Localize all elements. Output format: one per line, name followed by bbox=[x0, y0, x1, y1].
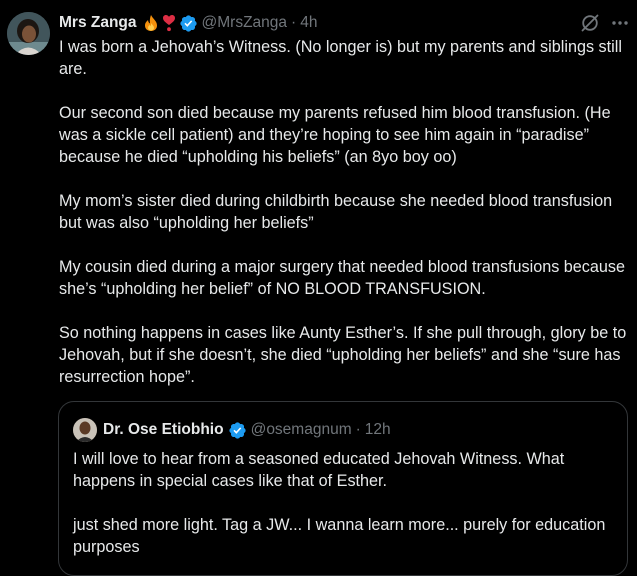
quoted-tweet-paragraph: I will love to hear from a seasoned educated Jehovah Witness. What happens in special cases like that of Esther. bbox=[73, 450, 565, 490]
heart-exclamation-emoji bbox=[162, 14, 176, 32]
fire-emoji bbox=[142, 14, 160, 32]
verified-badge-icon bbox=[228, 421, 247, 440]
tweet-header bbox=[59, 13, 317, 33]
quoted-tweet-paragraph: just shed more light. Tag a JW... I wanna learn more... purely for education purposes bbox=[73, 516, 606, 556]
tweet-paragraph: My mom’s sister died during childbirth because she needed blood transfusion but was also “upholding her beliefs” bbox=[59, 192, 613, 232]
more-options-icon[interactable] bbox=[610, 13, 630, 33]
tweet-paragraph: My cousin died during a major surgery that needed blood transfusions because she’s “upholding her belief” of NO BLOOD TRANSFUSION. bbox=[59, 258, 626, 298]
tweet-text bbox=[59, 36, 631, 388]
separator-dot: · bbox=[291, 14, 297, 31]
quoted-tweet[interactable] bbox=[58, 401, 628, 576]
quoted-tweet-header bbox=[73, 420, 391, 440]
tweet-paragraph: So nothing happens in cases like Aunty Esther’s. If she pull through, glory be to Jehovah, but if she doesn’t, she died “upholding her beliefs” and she “sure has resurrection hope”. bbox=[59, 324, 627, 386]
quoted-author-name[interactable]: Dr. Ose Etiobhio bbox=[103, 421, 224, 438]
author-avatar[interactable] bbox=[7, 12, 50, 55]
quoted-author-handle[interactable]: @osemagnum bbox=[250, 421, 352, 438]
separator-dot: · bbox=[355, 421, 361, 438]
tweet-paragraph: Our second son died because my parents refused him blood transfusion. (He was a sickle cell patient) and they’re hoping to see him again in “paradise” because he died “upholding his beliefs” (an 8yo boy oo) bbox=[59, 104, 611, 166]
quoted-tweet-timestamp[interactable]: 12h bbox=[364, 421, 391, 438]
quoted-author-avatar[interactable] bbox=[73, 418, 97, 442]
tweet-paragraph: I was born a Jehovah’s Witness. (No longer is) but my parents and siblings still are. bbox=[59, 38, 622, 78]
author-handle[interactable]: @MrsZanga bbox=[201, 14, 288, 31]
quoted-tweet-text bbox=[73, 448, 613, 558]
verified-badge-icon bbox=[179, 14, 198, 33]
grok-icon[interactable] bbox=[580, 13, 600, 33]
tweet-timestamp[interactable]: 4h bbox=[300, 14, 318, 31]
author-name[interactable]: Mrs Zanga bbox=[59, 14, 137, 31]
